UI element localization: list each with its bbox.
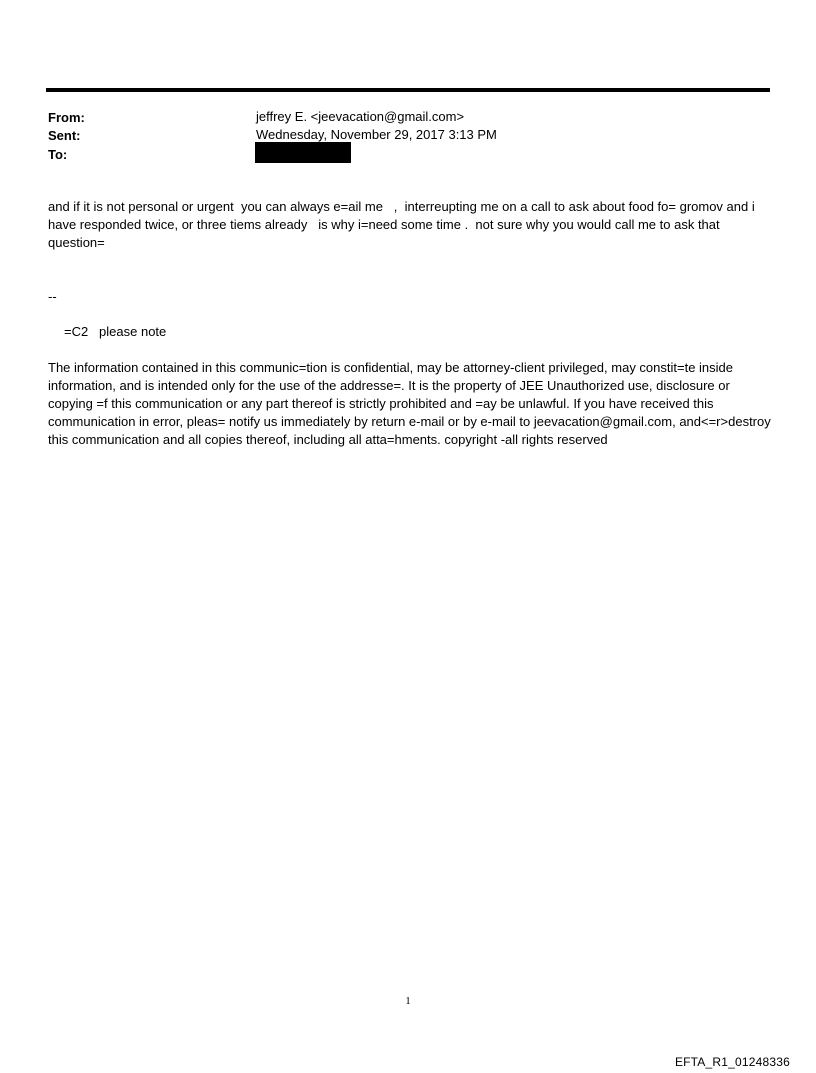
sent-label: Sent: — [48, 128, 81, 143]
bates-number: EFTA_R1_01248336 — [674, 1055, 790, 1069]
message-body: and if it is not personal or urgent you can always e=ail me , interreupting me on a call to ask about food fo= gromov and i have responded twice, or three tiems already is why i=need some time . not sure why you would call me to ask that question= — [48, 199, 759, 250]
signature-separator: -- — [48, 289, 57, 304]
page-number: 1 — [405, 995, 411, 1007]
please-note: =C2 please note — [64, 324, 167, 339]
to-redaction — [255, 142, 351, 163]
sent-value: Wednesday, November 29, 2017 3:13 PM — [256, 127, 497, 142]
from-value: jeffrey E. <jeevacation@gmail.com> — [256, 109, 465, 124]
from-label: From: — [48, 110, 85, 125]
confidentiality-disclaimer: The information contained in this communic=tion is confidential, may be attorney-client privileged, may constit=te inside information, and is intended only for the use of the addresse=. It is the property of JEE Unauthorized use, disclosure or copying =f this communication or any part thereof is strictly prohibited and =ay be unlawful. If you have received this communication in error, pleas= notify us immediately by return e-mail or by e-mail to jeevacation@gmail.com, and<=r>destroy this communication and all copies thereof, including all atta=hments. copyright -all rights reserved — [48, 360, 775, 447]
header-rule — [46, 88, 770, 92]
to-label: To: — [48, 147, 68, 162]
